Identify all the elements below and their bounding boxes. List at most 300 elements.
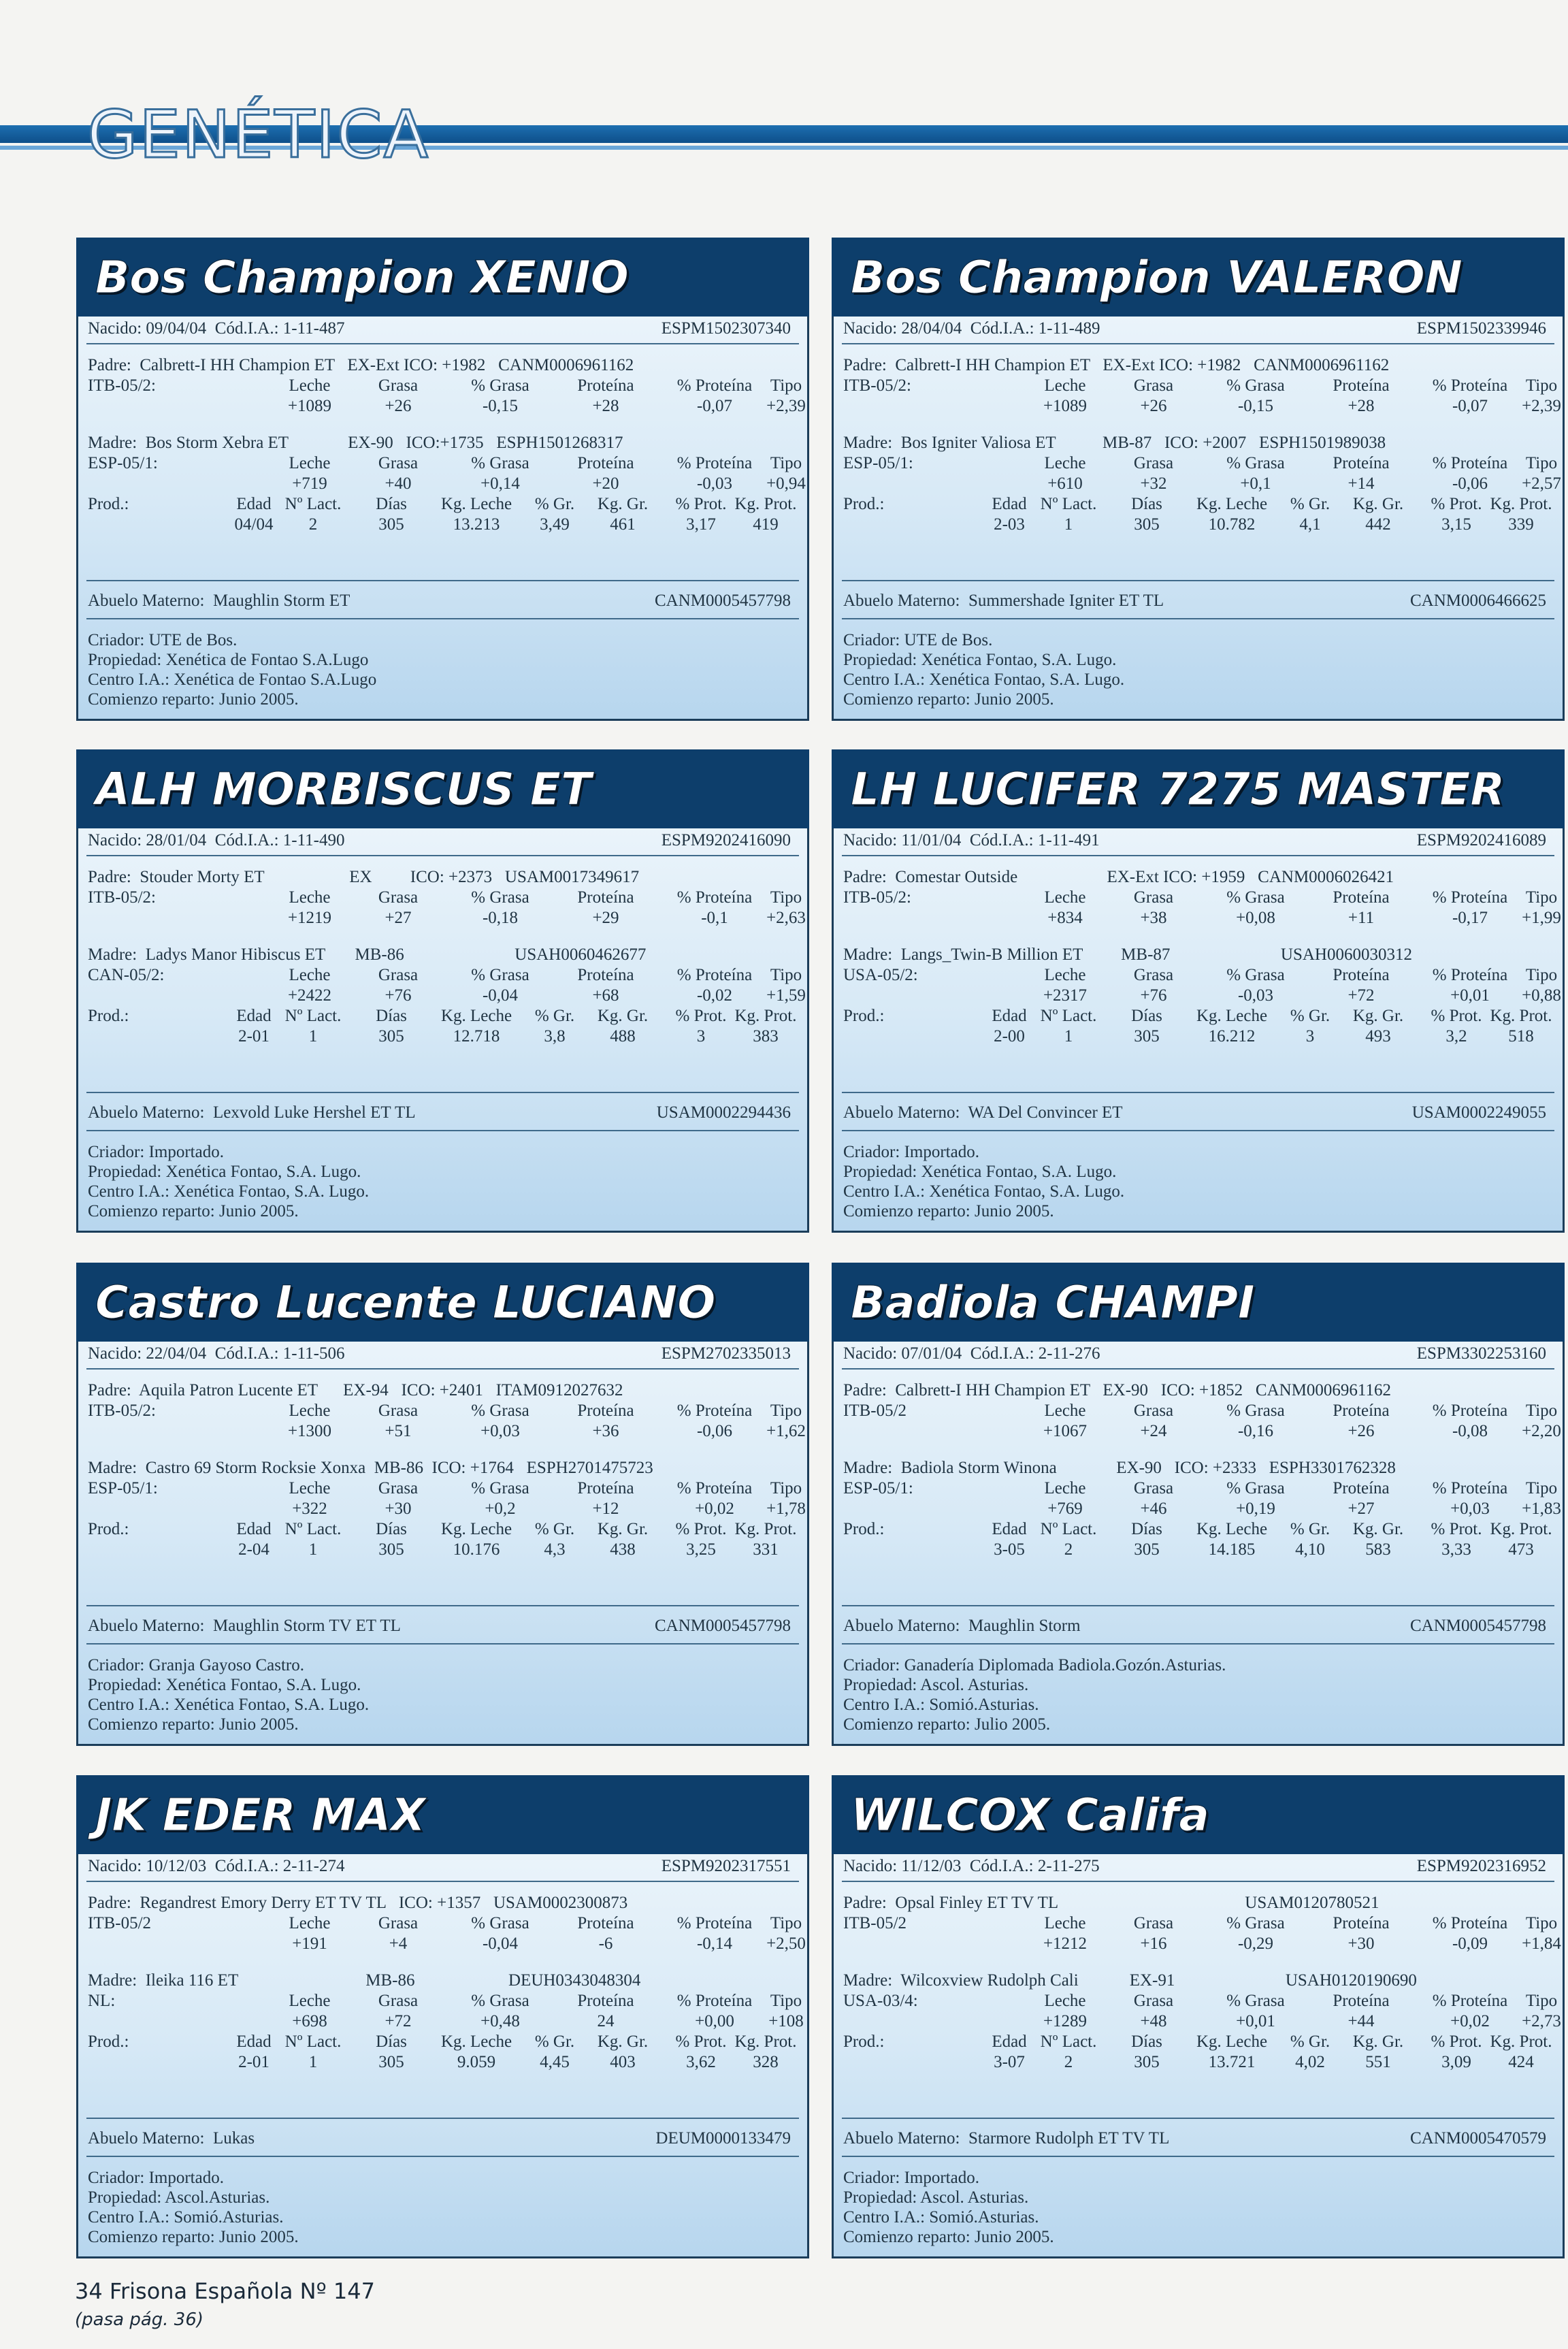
production-header: % Gr.	[1290, 1007, 1330, 1025]
production-value: 3,09	[1441, 2053, 1471, 2071]
info-text: Criador: Importado.	[88, 1143, 224, 1161]
production-value: 3,2	[1446, 1027, 1467, 1046]
column-header: % Proteína	[1432, 376, 1508, 395]
padre-value: +2,39	[1522, 397, 1561, 415]
column-header: % Grasa	[471, 1479, 529, 1497]
info-text: Propiedad: Xenética Fontao, S.A. Lugo.	[843, 651, 1117, 669]
production-value: 10.782	[1208, 515, 1256, 534]
bull-name: ALH MORBISCUS ET	[76, 749, 809, 828]
production-header: % Gr.	[534, 2032, 575, 2051]
production-value: 438	[610, 1540, 636, 1559]
production-header: Edad	[992, 495, 1027, 513]
column-header: % Proteína	[676, 454, 753, 472]
production-value: 1	[308, 2053, 318, 2071]
padre-value: +26	[385, 397, 412, 415]
production-value: 12.718	[453, 1027, 500, 1046]
padre-value: +0,08	[1236, 909, 1275, 927]
column-header: Proteína	[1333, 888, 1390, 907]
padre-value: +26	[1348, 1422, 1375, 1440]
madre-value: +0,14	[480, 474, 520, 493]
info-text: Propiedad: Xenética Fontao, S.A. Lugo.	[88, 1676, 361, 1694]
info-text: Criador: Ganadería Diplomada Badiola.Gozón.Asturias.	[843, 1656, 1226, 1674]
madre-eval: ESP-05/1:	[843, 454, 913, 472]
column-header: Proteína	[1333, 1479, 1390, 1497]
production-value: 339	[1508, 515, 1534, 534]
info-text: Propiedad: Xenética Fontao, S.A. Lugo.	[88, 1163, 361, 1181]
info-text: Centro I.A.: Xenética de Fontao S.A.Lugo	[88, 670, 377, 689]
abuelo-id: USAM0002249055	[1411, 1103, 1546, 1122]
padre-value: +36	[592, 1422, 619, 1440]
column-header: Tipo	[770, 1402, 802, 1420]
production-value: 2-01	[238, 2053, 270, 2071]
padre-value: +1300	[287, 1422, 332, 1440]
abuelo-materno: Abuelo Materno: Maughlin Storm ET	[88, 592, 350, 610]
column-header: Leche	[1044, 1479, 1086, 1497]
production-header: Kg. Prot.	[734, 1520, 797, 1538]
column-header: Leche	[289, 376, 331, 395]
column-header: Tipo	[1525, 454, 1558, 472]
production-header: % Gr.	[534, 1520, 575, 1538]
padre-eval: ITB-05/2:	[843, 376, 911, 395]
column-header: % Proteína	[676, 888, 753, 907]
divider	[842, 580, 1554, 581]
info-text: Propiedad: Ascol. Asturias.	[843, 2188, 1029, 2207]
production-value: 551	[1365, 2053, 1391, 2071]
bull-name: Castro Lucente LUCIANO	[76, 1263, 809, 1342]
column-header: % Proteína	[676, 1479, 753, 1497]
production-value: 3	[1305, 1027, 1315, 1046]
production-value: 3-07	[994, 2053, 1025, 2071]
madre-value: +1,78	[766, 1500, 806, 1518]
column-header: Leche	[289, 1402, 331, 1420]
column-header: Proteína	[1333, 1402, 1390, 1420]
padre-eval: ITB-05/2	[843, 1914, 907, 1932]
production-value: 305	[1134, 2053, 1160, 2071]
production-value: 488	[610, 1027, 636, 1046]
production-value: 3,49	[540, 515, 570, 534]
divider	[842, 855, 1554, 856]
production-header: Días	[1131, 2032, 1162, 2051]
madre-value: +46	[1140, 1500, 1167, 1518]
production-header: Edad	[236, 1007, 272, 1025]
bull-name: Bos Champion XENIO	[76, 238, 809, 317]
bull-name: LH LUCIFER 7275 MASTER	[832, 749, 1565, 828]
birth-info: Nacido: 07/01/04 Cód.I.A.: 2-11-276	[843, 1344, 1100, 1363]
divider	[86, 1130, 799, 1131]
production-header: Kg. Gr.	[1352, 1007, 1404, 1025]
production-header: Días	[1131, 495, 1162, 513]
column-header: % Proteína	[676, 376, 753, 395]
column-header: Tipo	[770, 454, 802, 472]
column-header: % Grasa	[1226, 1479, 1285, 1497]
registration-id: ESPM2702335013	[661, 1344, 791, 1363]
padre-line: Padre: Stouder Morty ET EX ICO: +2373 USAM0017349617	[88, 868, 640, 886]
abuelo-materno: Abuelo Materno: WA Del Convincer ET	[843, 1103, 1123, 1122]
madre-line: Madre: Ileika 116 ET MB-86 DEUH0343048304	[88, 1971, 641, 1990]
madre-value: +30	[385, 1500, 412, 1518]
production-header: Kg. Gr.	[1352, 495, 1404, 513]
divider	[86, 855, 799, 856]
production-header: Nº Lact.	[284, 2032, 342, 2051]
padre-value: -0,06	[696, 1422, 733, 1440]
column-header: % Grasa	[471, 1914, 529, 1932]
production-header: Kg. Leche	[440, 1007, 512, 1025]
production-header: Kg. Leche	[440, 2032, 512, 2051]
production-value: 3	[696, 1027, 706, 1046]
padre-value: -0,1	[701, 909, 728, 927]
madre-eval: CAN-05/2:	[88, 966, 165, 984]
registration-id: ESPM9202317551	[661, 1857, 791, 1875]
production-header: Kg. Leche	[1196, 2032, 1268, 2051]
padre-line: Padre: Calbrett-I HH Champion ET EX-Ext ICO: +1982 CANM0006961162	[843, 356, 1390, 374]
production-value: 4,3	[544, 1540, 566, 1559]
padre-line: Padre: Comestar Outside EX-Ext ICO: +1959 CANM0006026421	[843, 868, 1394, 886]
section-title: GENÉTICA	[87, 97, 430, 173]
registration-id: ESPM3302253160	[1416, 1344, 1546, 1363]
column-header: Tipo	[1525, 1914, 1558, 1932]
divider	[86, 1643, 799, 1645]
padre-line: Padre: Calbrett-I HH Champion ET EX-Ext ICO: +1982 CANM0006961162	[88, 356, 634, 374]
madre-line: Madre: Castro 69 Storm Rocksie Xonxa MB-86 ICO: +1764 ESPH2701475723	[88, 1459, 653, 1477]
production-value: 305	[378, 1027, 404, 1046]
padre-value: -0,17	[1452, 909, 1488, 927]
madre-value: +322	[292, 1500, 327, 1518]
production-header: Kg. Prot.	[1490, 1520, 1552, 1538]
production-value: 473	[1508, 1540, 1534, 1559]
production-value: 2-04	[238, 1540, 270, 1559]
padre-eval: ITB-05/2:	[88, 1402, 156, 1420]
production-value: 403	[610, 2053, 636, 2071]
madre-value: +0,1	[1240, 474, 1271, 493]
padre-value: -0,04	[482, 1934, 519, 1953]
madre-value: +0,48	[480, 2012, 520, 2030]
padre-eval: ITB-05/2	[88, 1914, 152, 1932]
madre-value: +68	[592, 986, 619, 1005]
column-header: Grasa	[1133, 454, 1174, 472]
production-value: 3,33	[1441, 1540, 1471, 1559]
info-text: Propiedad: Ascol.Asturias.	[88, 2188, 270, 2207]
column-header: Tipo	[1525, 1479, 1558, 1497]
column-header: Grasa	[378, 1402, 419, 1420]
production-header: Días	[1131, 1520, 1162, 1538]
padre-value: +4	[389, 1934, 408, 1953]
madre-value: -0,03	[696, 474, 733, 493]
column-header: Proteína	[577, 1914, 634, 1932]
info-text: Propiedad: Xenética de Fontao S.A.Lugo	[88, 651, 369, 669]
production-header: Días	[1131, 1007, 1162, 1025]
madre-value: +2,57	[1522, 474, 1561, 493]
info-text: Comienzo reparto: Junio 2005.	[843, 1202, 1054, 1220]
info-text: Comienzo reparto: Junio 2005.	[843, 690, 1054, 709]
column-header: Proteína	[577, 454, 634, 472]
production-value: 2	[308, 515, 318, 534]
bull-name: Badiola CHAMPI	[832, 1263, 1565, 1342]
column-header: Tipo	[770, 966, 802, 984]
production-value: 305	[378, 515, 404, 534]
info-text: Comienzo reparto: Junio 2005.	[88, 1715, 299, 1734]
column-header: Leche	[1044, 1402, 1086, 1420]
padre-value: +2,63	[766, 909, 806, 927]
divider	[86, 2118, 799, 2119]
production-value: 2-03	[994, 515, 1025, 534]
production-value: 4,1	[1299, 515, 1321, 534]
production-header: Días	[376, 495, 407, 513]
column-header: Grasa	[1133, 888, 1174, 907]
padre-eval: ITB-05/2:	[88, 888, 156, 907]
bull-name: WILCOX Califa	[832, 1775, 1565, 1854]
production-header: Edad	[236, 495, 272, 513]
column-header: Leche	[1044, 1992, 1086, 2010]
divider	[842, 1605, 1554, 1606]
madre-line: Madre: Bos Storm Xebra ET EX-90 ICO:+1735 ESPH1501268317	[88, 434, 623, 452]
padre-value: +11	[1348, 909, 1375, 927]
padre-value: -0,15	[1237, 397, 1274, 415]
padre-value: +1,62	[766, 1422, 806, 1440]
column-header: Leche	[289, 1992, 331, 2010]
column-header: Proteína	[1333, 1992, 1390, 2010]
madre-value: +108	[768, 2012, 804, 2030]
column-header: % Grasa	[1226, 1914, 1285, 1932]
production-header: Kg. Prot.	[1490, 495, 1552, 513]
column-header: Tipo	[1525, 966, 1558, 984]
madre-value: +0,88	[1522, 986, 1561, 1005]
padre-value: +29	[592, 909, 619, 927]
column-header: % Proteína	[676, 966, 753, 984]
column-header: Leche	[1044, 376, 1086, 395]
divider	[842, 1643, 1554, 1645]
birth-info: Nacido: 11/01/04 Cód.I.A.: 1-11-491	[843, 831, 1100, 849]
column-header: % Proteína	[676, 1992, 753, 2010]
production-value: 3,62	[686, 2053, 716, 2071]
madre-value: +0,02	[1450, 2012, 1490, 2030]
production-header: Kg. Gr.	[597, 1007, 649, 1025]
registration-id: ESPM1502307340	[661, 319, 791, 338]
column-header: Grasa	[378, 1914, 419, 1932]
info-text: Centro I.A.: Xenética Fontao, S.A. Lugo.	[843, 670, 1125, 689]
production-header: Edad	[236, 1520, 272, 1538]
madre-value: +769	[1047, 1500, 1083, 1518]
madre-value: +12	[592, 1500, 619, 1518]
padre-value: -0,08	[1452, 1422, 1488, 1440]
padre-value: +16	[1140, 1934, 1167, 1953]
column-header: % Grasa	[1226, 454, 1285, 472]
production-value: 3,25	[686, 1540, 716, 1559]
production-value: 16.212	[1208, 1027, 1256, 1046]
madre-value: +44	[1348, 2012, 1375, 2030]
column-header: Grasa	[1133, 966, 1174, 984]
padre-value: +51	[385, 1422, 412, 1440]
madre-value: +0,94	[766, 474, 806, 493]
abuelo-id: DEUM0000133479	[655, 2129, 791, 2148]
column-header: Leche	[1044, 454, 1086, 472]
madre-value: +27	[1348, 1500, 1375, 1518]
padre-value: +2,20	[1522, 1422, 1561, 1440]
divider	[842, 1092, 1554, 1093]
madre-value: +14	[1348, 474, 1375, 493]
production-header: Días	[376, 2032, 407, 2051]
column-header: Proteína	[1333, 376, 1390, 395]
column-header: Proteína	[577, 1479, 634, 1497]
registration-id: ESPM9202416089	[1416, 831, 1546, 849]
divider	[86, 343, 799, 344]
madre-line: Madre: Wilcoxview Rudolph Cali EX-91 USAH0120190690	[843, 1971, 1417, 1990]
production-value: 1	[1064, 515, 1073, 534]
column-header: Proteína	[1333, 966, 1390, 984]
column-header: Tipo	[770, 376, 802, 395]
production-value: 331	[753, 1540, 779, 1559]
production-value: 4,45	[540, 2053, 570, 2071]
column-header: % Proteína	[1432, 1402, 1508, 1420]
birth-info: Nacido: 28/04/04 Cód.I.A.: 1-11-489	[843, 319, 1100, 338]
madre-value: 24	[597, 2012, 615, 2030]
column-header: Leche	[289, 966, 331, 984]
abuelo-materno: Abuelo Materno: Maughlin Storm	[843, 1617, 1081, 1635]
production-value: 9.059	[457, 2053, 496, 2071]
column-header: Leche	[289, 1479, 331, 1497]
column-header: Leche	[289, 454, 331, 472]
divider	[86, 1605, 799, 1606]
production-value: 328	[753, 2053, 779, 2071]
madre-eval: USA-05/2:	[843, 966, 918, 984]
madre-value: +76	[385, 986, 412, 1005]
abuelo-materno: Abuelo Materno: Summershade Igniter ET TL	[843, 592, 1164, 610]
padre-value: +1,99	[1522, 909, 1561, 927]
production-header: Kg. Gr.	[597, 2032, 649, 2051]
production-value: 4,10	[1295, 1540, 1325, 1559]
production-header: % Prot.	[1431, 1520, 1482, 1538]
production-header: Nº Lact.	[1040, 1007, 1097, 1025]
birth-info: Nacido: 22/04/04 Cód.I.A.: 1-11-506	[88, 1344, 345, 1363]
prod-label: Prod.:	[88, 1520, 129, 1538]
column-header: % Grasa	[471, 1402, 529, 1420]
bull-card	[832, 749, 1565, 1233]
production-value: 305	[378, 1540, 404, 1559]
divider	[86, 2156, 799, 2157]
column-header: Grasa	[378, 1479, 419, 1497]
divider	[842, 618, 1554, 619]
madre-value: +0,01	[1236, 2012, 1275, 2030]
padre-value: -0,16	[1237, 1422, 1274, 1440]
column-header: % Proteína	[1432, 966, 1508, 984]
padre-value: -0,15	[482, 397, 519, 415]
production-header: Nº Lact.	[284, 1520, 342, 1538]
column-header: Grasa	[1133, 1402, 1174, 1420]
page-footer: 34 Frisona Española Nº 147	[75, 2278, 375, 2304]
info-text: Criador: UTE de Bos.	[843, 631, 993, 649]
column-header: Grasa	[378, 966, 419, 984]
padre-value: +28	[1348, 397, 1375, 415]
padre-value: +28	[592, 397, 619, 415]
column-header: Tipo	[1525, 1992, 1558, 2010]
production-header: Kg. Prot.	[1490, 2032, 1552, 2051]
prod-label: Prod.:	[843, 1520, 885, 1538]
bull-card	[832, 238, 1565, 721]
production-value: 2	[1064, 2053, 1073, 2071]
madre-value: +20	[592, 474, 619, 493]
bull-card	[76, 1263, 809, 1746]
padre-eval: ITB-05/2	[843, 1402, 907, 1420]
abuelo-materno: Abuelo Materno: Lexvold Luke Hershel ET TL	[88, 1103, 416, 1122]
column-header: Tipo	[770, 1992, 802, 2010]
column-header: % Grasa	[471, 888, 529, 907]
production-header: % Gr.	[534, 1007, 575, 1025]
abuelo-id: USAM0002294436	[656, 1103, 791, 1122]
madre-eval: ESP-05/1:	[843, 1479, 913, 1497]
madre-value: +719	[292, 474, 327, 493]
production-value: 461	[610, 515, 636, 534]
production-value: 13.213	[453, 515, 500, 534]
madre-value: +1289	[1043, 2012, 1088, 2030]
padre-value: +1067	[1043, 1422, 1088, 1440]
production-value: 305	[1134, 1027, 1160, 1046]
column-header: Proteína	[1333, 454, 1390, 472]
production-header: Nº Lact.	[284, 1007, 342, 1025]
divider	[842, 1368, 1554, 1370]
column-header: % Proteína	[676, 1914, 753, 1932]
production-header: Kg. Prot.	[734, 495, 797, 513]
production-header: Kg. Prot.	[1490, 1007, 1552, 1025]
info-text: Propiedad: Xenética Fontao, S.A. Lugo.	[843, 1163, 1117, 1181]
production-value: 2-00	[994, 1027, 1025, 1046]
production-value: 518	[1508, 1027, 1534, 1046]
column-header: % Grasa	[471, 376, 529, 395]
column-header: Grasa	[378, 888, 419, 907]
production-header: Nº Lact.	[1040, 2032, 1097, 2051]
madre-value: +0,00	[695, 2012, 734, 2030]
abuelo-id: CANM0005457798	[1409, 1617, 1546, 1635]
madre-eval: ESP-05/1:	[88, 1479, 158, 1497]
bull-card	[76, 1775, 809, 2258]
padre-value: -0,07	[1452, 397, 1488, 415]
padre-value: +1219	[287, 909, 332, 927]
madre-value: +32	[1140, 474, 1167, 493]
production-header: Kg. Leche	[1196, 495, 1268, 513]
padre-value: +27	[385, 909, 412, 927]
padre-value: -0,18	[482, 909, 519, 927]
column-header: Proteína	[577, 966, 634, 984]
production-header: % Prot.	[1431, 1007, 1482, 1025]
column-header: Proteína	[577, 376, 634, 395]
column-header: Proteína	[577, 1402, 634, 1420]
madre-value: +72	[1348, 986, 1375, 1005]
column-header: Proteína	[577, 888, 634, 907]
column-header: % Grasa	[471, 454, 529, 472]
padre-line: Padre: Aquila Patron Lucente ET EX-94 ICO: +2401 ITAM0912027632	[88, 1381, 623, 1399]
column-header: Grasa	[378, 454, 419, 472]
padre-value: +2,50	[766, 1934, 806, 1953]
info-text: Centro I.A.: Somió.Asturias.	[843, 1696, 1039, 1714]
bull-card	[76, 238, 809, 721]
madre-value: +1,83	[1522, 1500, 1561, 1518]
padre-value: +30	[1348, 1934, 1375, 1953]
info-text: Criador: UTE de Bos.	[88, 631, 238, 649]
info-text: Comienzo reparto: Junio 2005.	[88, 690, 299, 709]
page-footer-note: (pasa pág. 36)	[75, 2310, 204, 2330]
madre-value: +2,73	[1522, 2012, 1561, 2030]
production-value: 10.176	[453, 1540, 500, 1559]
production-header: Nº Lact.	[1040, 1520, 1097, 1538]
production-header: Días	[376, 1007, 407, 1025]
info-text: Propiedad: Ascol. Asturias.	[843, 1676, 1029, 1694]
column-header: % Grasa	[1226, 376, 1285, 395]
info-text: Comienzo reparto: Junio 2005.	[88, 2228, 299, 2246]
divider	[842, 1881, 1554, 1882]
production-header: % Prot.	[1431, 495, 1482, 513]
info-text: Centro I.A.: Xenética Fontao, S.A. Lugo.	[843, 1182, 1125, 1201]
production-header: Edad	[992, 2032, 1027, 2051]
info-text: Comienzo reparto: Junio 2005.	[88, 1202, 299, 1220]
production-header: % Prot.	[675, 1520, 727, 1538]
